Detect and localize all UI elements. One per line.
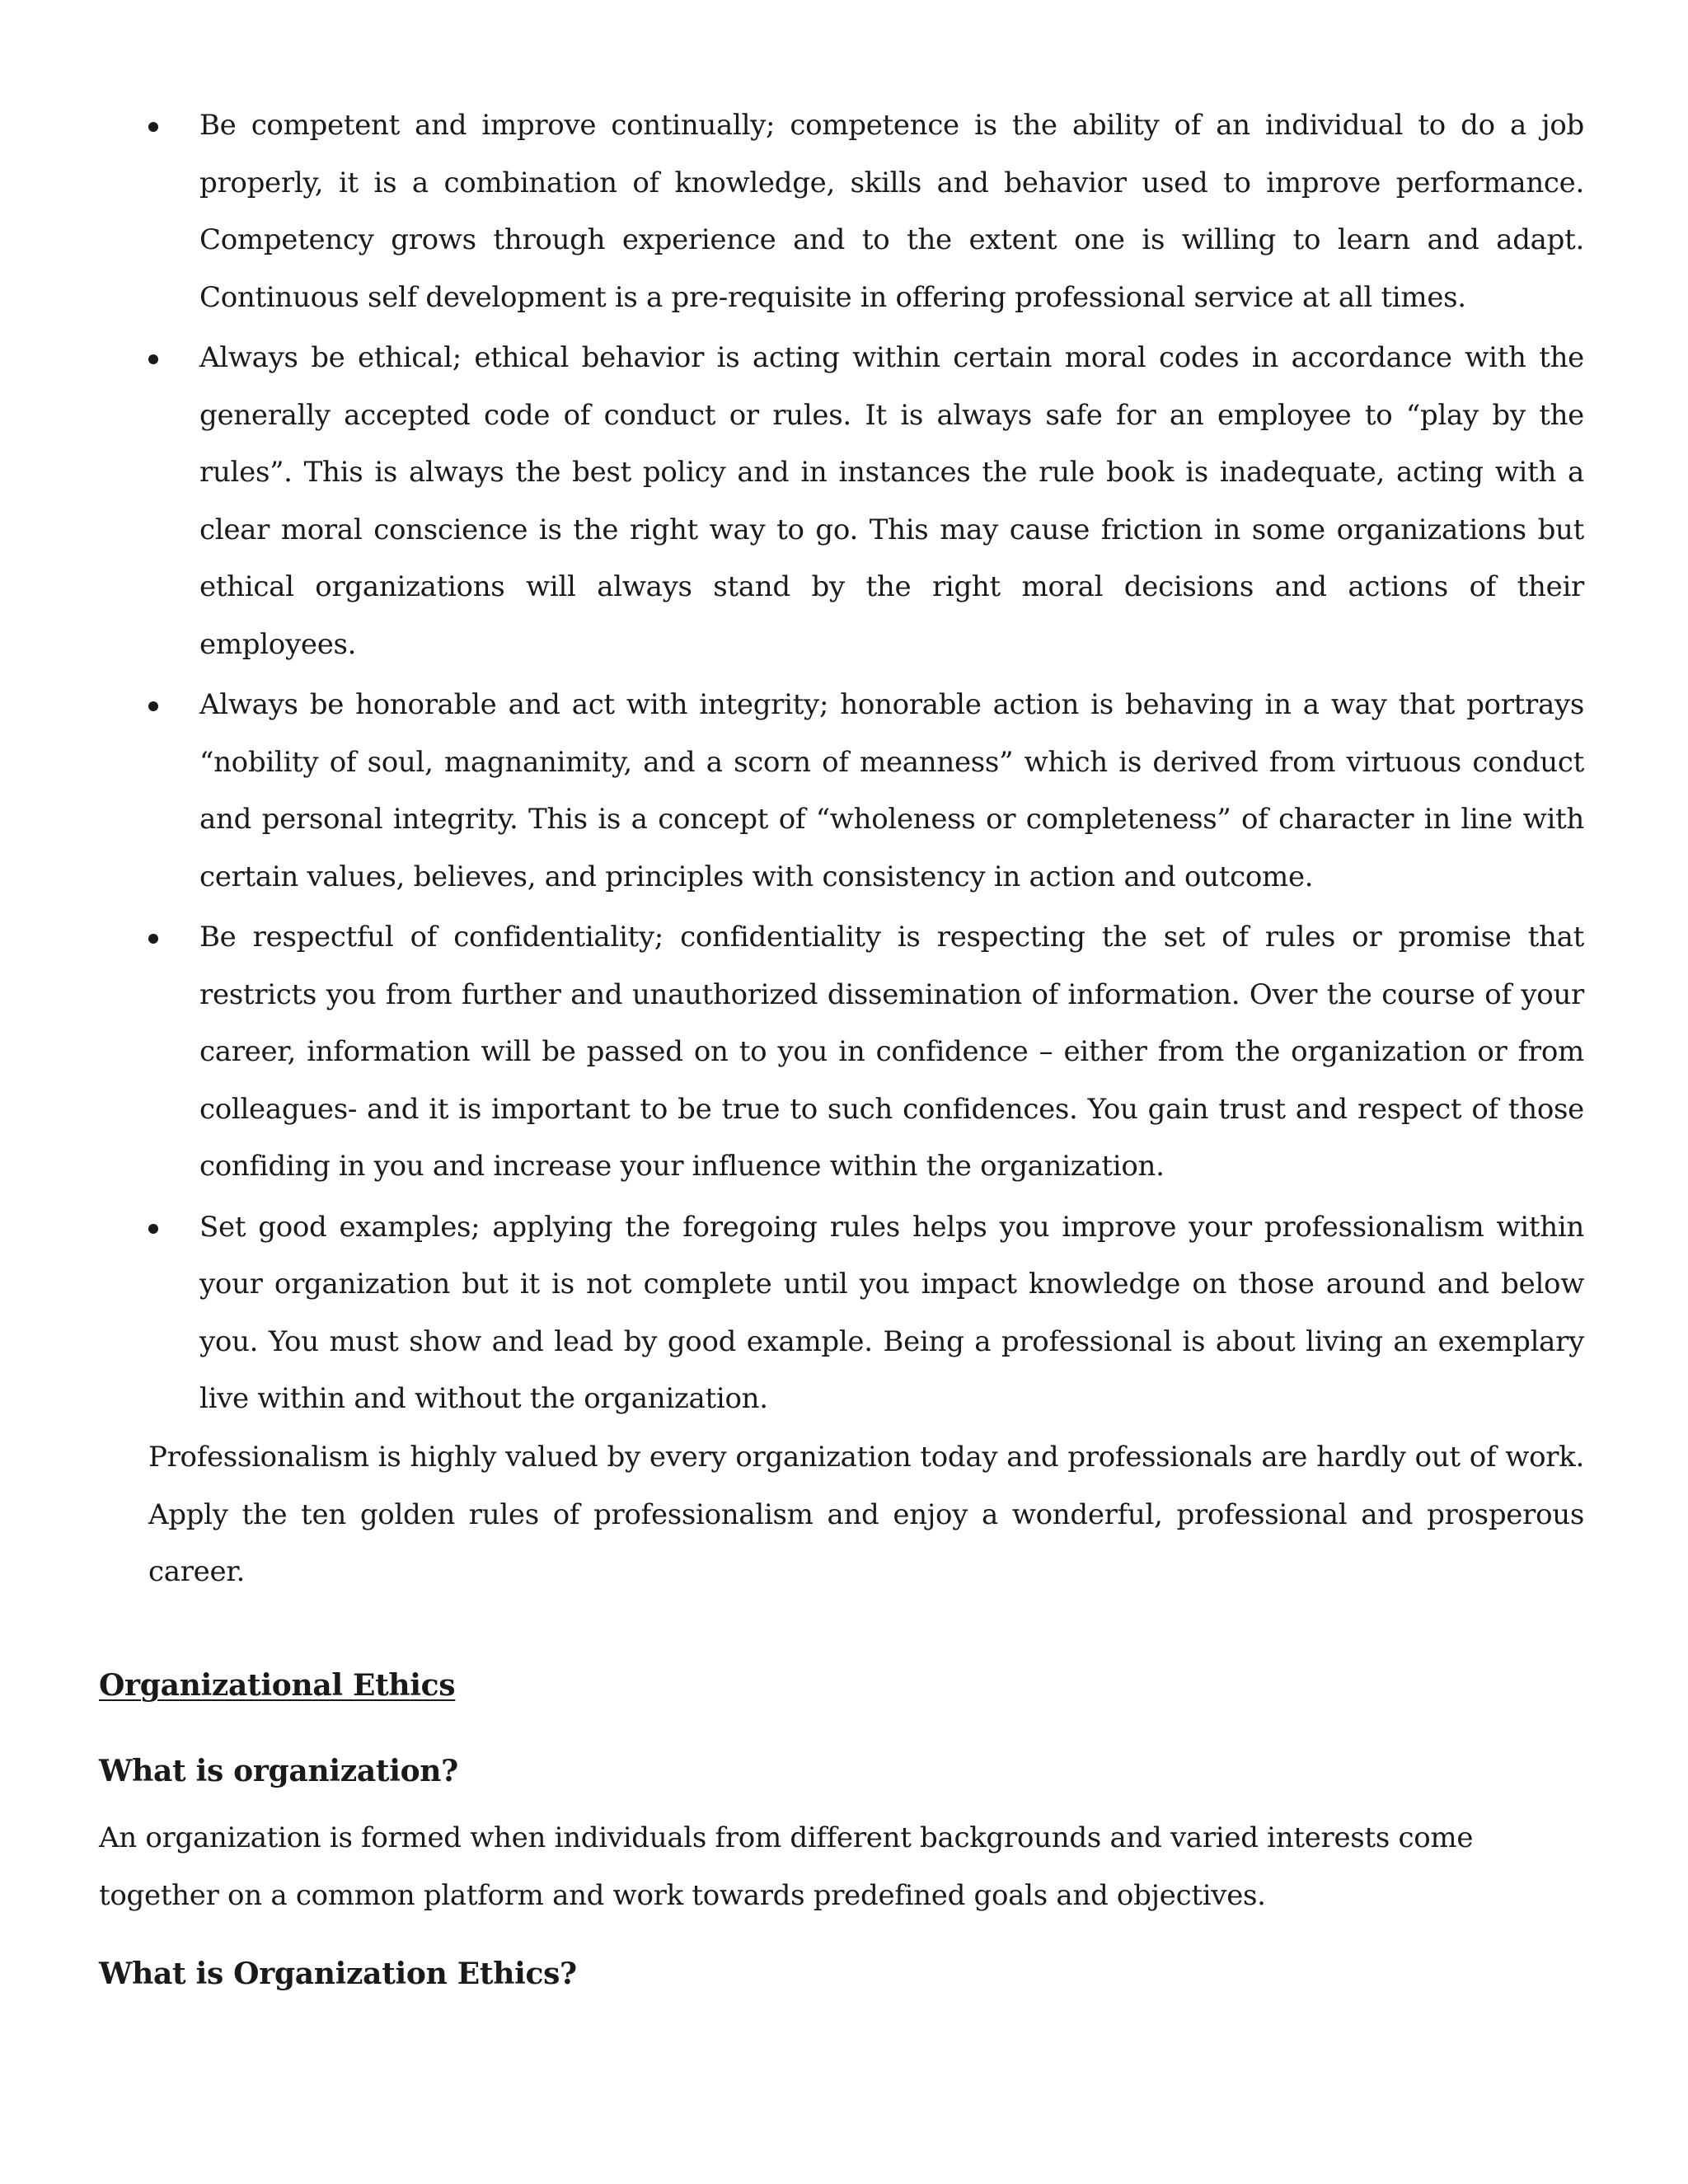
- list-item-text: Set good examples; applying the foregoing rules helps you improve your professionalism within your organization but it is not complete until you impact knowledge on those around and below you. You must show and lead by good example. Being a professional is about living an exemplary live within and without the organization.: [199, 1210, 1584, 1415]
- bullet-icon: [148, 354, 158, 364]
- list-item-text: Always be honorable and act with integrity; honorable action is behaving in a way that portrays “nobility of soul, magnanimity, and a scorn of meanness” which is derived from virtuous conduct and personal integrity. This is a concept of “wholeness or completeness” of character in line with certain values, believes, and principles with consistency in action and outcome.: [199, 688, 1584, 893]
- list-item-text: Be competent and improve continually; competence is the ability of an individual to do a job properly, it is a combination of knowledge, skills and behavior used to improve performance. Competency grows through experience and to the extent one is willing to learn and adapt. Continuous self development is a pre-requisite in offering professional service at all times.: [199, 109, 1584, 314]
- list-item: [148, 330, 1584, 673]
- bullet-icon: [148, 122, 158, 132]
- professionalism-rules-list: [148, 97, 1584, 1432]
- answer-paragraph: An organization is formed when individuals from different backgrounds and varied interests come together on a common platform and work towards predefined goals and objectives.: [99, 1821, 1474, 1912]
- list-item-text: Be respectful of confidentiality; confidentiality is respecting the set of rules or promise that restricts you from further and unauthorized dissemination of information. Over the course of your career, information will be passed on to you in confidence – either from the organization or from colleagues- and it is important to be true to such confidences. You gain trust and respect of those confiding in you and increase your influence within the organization.: [199, 921, 1584, 1183]
- closing-paragraph: Professionalism is highly valued by every organization today and professionals are hardly out of work. Apply the ten golden rules of professionalism and enjoy a wonderful, professional and prosperous career.: [148, 1441, 1584, 1588]
- list-item: [148, 97, 1584, 326]
- list-item-text: Always be ethical; ethical behavior is acting within certain moral codes in accordance with the generally accepted code of conduct or rules. It is always safe for an employee to “play by the rules”. This is always the best policy and in instances the rule book is inadequate, acting with a clear moral conscience is the right way to go. This may cause friction in some organizations but ethical organizations will always stand by the right moral decisions and actions of their employees.: [199, 341, 1584, 661]
- section-heading: Organizational Ethics: [99, 1668, 456, 1703]
- list-item: [148, 909, 1584, 1196]
- bullet-icon: [148, 1224, 158, 1234]
- question-heading: What is organization?: [99, 1754, 458, 1788]
- bullet-icon: [148, 934, 158, 944]
- bullet-icon: [148, 701, 158, 711]
- question-heading: What is Organization Ethics?: [99, 1957, 577, 1991]
- list-item: [148, 1199, 1584, 1428]
- list-item: [148, 677, 1584, 906]
